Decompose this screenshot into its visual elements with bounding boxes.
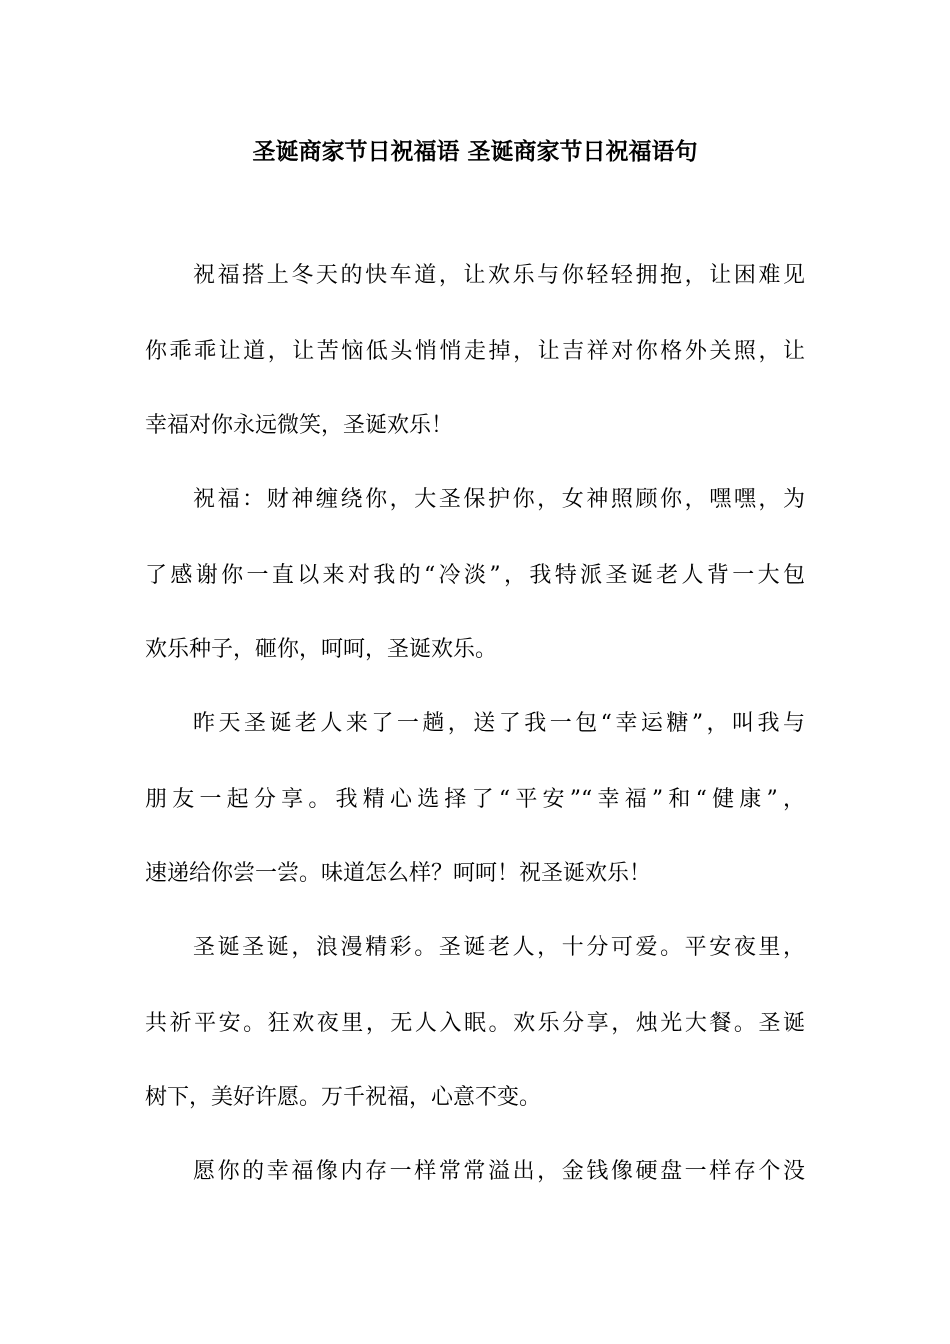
paragraph-5-line-1: 愿你的幸福像内存一样常常溢出，金钱像硬盘一样存个没: [193, 1159, 805, 1184]
document-title: 圣诞商家节日祝福语 圣诞商家节日祝福语句: [252, 138, 698, 165]
paragraph-3-line-1: 昨天圣诞老人来了一趟，送了我一包“幸运糖”，叫我与: [193, 711, 805, 736]
paragraph-3-line-2: 朋友一起分享。我精心选择了“平安”“幸福”和“健康”，: [145, 787, 805, 812]
paragraph-1-line-3: 幸福对你永远微笑，圣诞欢乐！: [145, 413, 454, 438]
paragraph-4-line-1: 圣诞圣诞，浪漫精彩。圣诞老人，十分可爱。平安夜里，: [193, 935, 805, 960]
paragraph-4-line-2: 共祈平安。狂欢夜里，无人入眠。欢乐分享，烛光大餐。圣诞: [145, 1011, 805, 1036]
paragraph-3-line-3: 速递给你尝一尝。味道怎么样？呵呵！祝圣诞欢乐！: [145, 861, 652, 886]
paragraph-1-line-2: 你乖乖让道，让苦恼低头悄悄走掉，让吉祥对你格外关照，让: [145, 339, 805, 364]
paragraph-2-line-2: 了感谢你一直以来对我的“冷淡”，我特派圣诞老人背一大包: [145, 563, 805, 588]
paragraph-4-line-3: 树下，美好许愿。万千祝福，心意不变。: [145, 1085, 542, 1110]
paragraph-1-line-1: 祝福搭上冬天的快车道，让欢乐与你轻轻拥抱，让困难见: [193, 263, 805, 288]
paragraph-2-line-3: 欢乐种子，砸你，呵呵，圣诞欢乐。: [145, 637, 498, 662]
paragraph-2-line-1: 祝福：财神缠绕你，大圣保护你，女神照顾你，嘿嘿，为: [193, 487, 805, 512]
